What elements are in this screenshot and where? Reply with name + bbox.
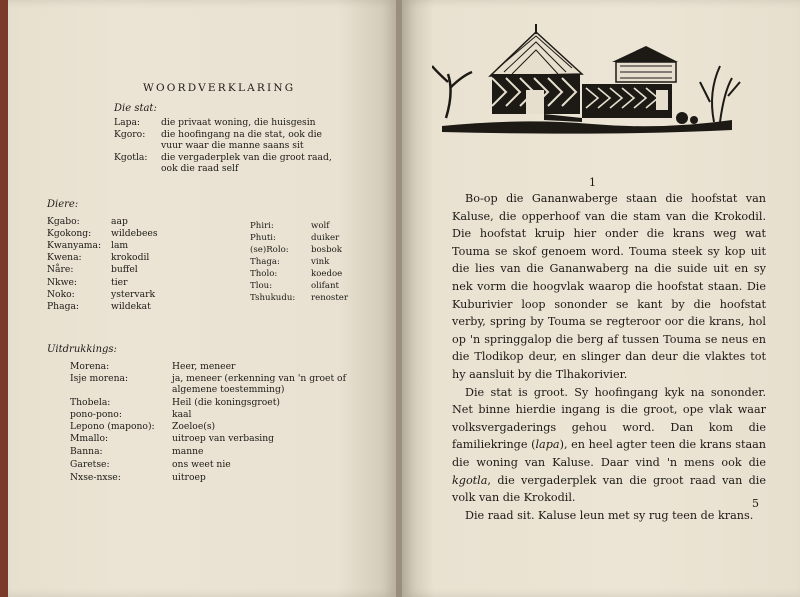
- paragraph-text: , die vergaderplek van die groot raad van die volk van die Krokodil.: [452, 473, 766, 505]
- glossary-title: WOORDVERKLARING: [143, 82, 296, 94]
- entry-definition: uitroep van verbasing: [172, 433, 275, 444]
- entry-definition: die hoofingang na die stat, ook die vuur waar die manne saans sit: [161, 129, 322, 151]
- section-heading-uitdrukkings: Uitdrukkings:: [47, 344, 117, 355]
- entry-term: Kwena:: [47, 252, 82, 263]
- section-heading-diere: Diere:: [47, 199, 79, 210]
- chapter-body: [452, 190, 766, 524]
- entry-definition: Heer, meneer: [172, 361, 236, 372]
- entry-term: Banna:: [70, 446, 103, 457]
- entry-definition: duiker: [311, 233, 340, 243]
- entry-term: Tshukudu:: [250, 293, 296, 303]
- entry-definition: Heil (die koningsgroet): [172, 397, 280, 408]
- entry-term: Lapa:: [114, 117, 141, 128]
- entry-term: Isje morena:: [70, 373, 129, 384]
- entry-definition: wildebees: [111, 228, 158, 239]
- entry-term: Morena:: [70, 361, 110, 372]
- entry-term: Thaga:: [250, 257, 280, 267]
- italic-term-kgotla: kgotla: [452, 473, 488, 487]
- entry-term: Kgabo:: [47, 216, 80, 227]
- entry-term: Noko:: [47, 289, 75, 300]
- entry-term: Phiri:: [250, 221, 274, 231]
- entry-definition: ja, meneer (erkenning van 'n groet of algemene toestemming): [172, 373, 346, 395]
- entry-term: Nxse-nxse:: [70, 472, 121, 483]
- entry-term: Kgokong:: [47, 228, 92, 239]
- paragraph: Bo-op die Gananwaberge staan die hoofstat van Kaluse, die opperhoof van die stam van die Krokodil. Die hoofstat kruip hier onder die krans weg wat Touma se skof genoem word. Touma steek sy kop uit die lies van die Gananwaberg na die suide uit en sy nek vorm die hoogvlak waarop die hoofstat staan. Die Kuburivier loop sononder se kant by die hoofstat verby, spring by Touma se regteroor oor die krans, hol op 'n springgalop die berg af tussen Touma se neus en die Tlodikop deur, en slinger dan deur die vlaktes tot hy aansluit by die Tlhakorivier.: [452, 192, 766, 381]
- entry-term: Phuti:: [250, 233, 276, 243]
- entry-term: Phaga:: [47, 301, 80, 312]
- entry-definition: buffel: [111, 264, 138, 275]
- entry-definition: Zoeloe(s): [172, 421, 216, 432]
- paragraph-text: ), en heel agter teen die krans staan die woning van Kaluse. Daar vind 'n mens ook die: [452, 438, 766, 469]
- entry-term: Kgotla:: [114, 152, 148, 163]
- entry-term: (se)Rolo:: [250, 245, 289, 255]
- entry-term: Nåre:: [47, 264, 74, 275]
- entry-definition: lam: [111, 240, 129, 251]
- entry-term: Tholo:: [250, 269, 278, 279]
- paragraph: Die raad sit. Kaluse leun met sy rug teen de krans.: [465, 508, 754, 522]
- entry-definition: renoster: [311, 293, 348, 303]
- paragraph-text: Die stat is groot. Sy hoofingang kyk na sononder. Net binne hierdie ingang is die groot, ope vlak waar volksvergaderings gehou word. Dan kom die familiekringe (: [452, 385, 766, 452]
- entry-term: Thobela:: [70, 397, 111, 408]
- entry-definition: uitroep: [172, 472, 206, 483]
- entry-definition: die privaat woning, die huisgesin: [161, 117, 316, 128]
- italic-term-lapa: lapa: [535, 438, 560, 452]
- entry-term: Kgoro:: [114, 129, 146, 140]
- entry-definition: bosbok: [311, 245, 342, 255]
- entry-term: Tlou:: [250, 281, 273, 291]
- entry-term: Kwanyama:: [47, 240, 102, 251]
- entry-term: pono-pono:: [70, 409, 122, 420]
- entry-definition: koedoe: [311, 269, 343, 279]
- entry-term: Lepono (mapono):: [70, 421, 155, 432]
- entry-term: Nkwe:: [47, 277, 78, 288]
- entry-definition: kaal: [172, 409, 192, 420]
- entry-definition: tier: [111, 277, 128, 288]
- entry-definition: ystervark: [111, 289, 156, 300]
- paragraph: [452, 384, 766, 507]
- section-heading-stat: Die stat:: [114, 103, 157, 114]
- entry-definition: die vergaderplek van die groot raad, ook die raad self: [161, 152, 332, 174]
- entry-term: Mmallo:: [70, 433, 109, 444]
- entry-term: Garetse:: [70, 459, 110, 470]
- entry-definition: ons weet nie: [172, 459, 231, 470]
- entry-definition: olifant: [311, 281, 339, 291]
- entry-definition: manne: [172, 446, 204, 457]
- entry-definition: wildekat: [111, 301, 151, 312]
- chapter-number: 1: [589, 176, 596, 189]
- page-number: 5: [752, 497, 759, 510]
- entry-definition: krokodil: [111, 252, 150, 263]
- entry-definition: aap: [111, 216, 128, 227]
- entry-definition: vink: [311, 257, 330, 267]
- entry-definition: wolf: [311, 221, 330, 231]
- village-hut-illustration: [432, 22, 744, 144]
